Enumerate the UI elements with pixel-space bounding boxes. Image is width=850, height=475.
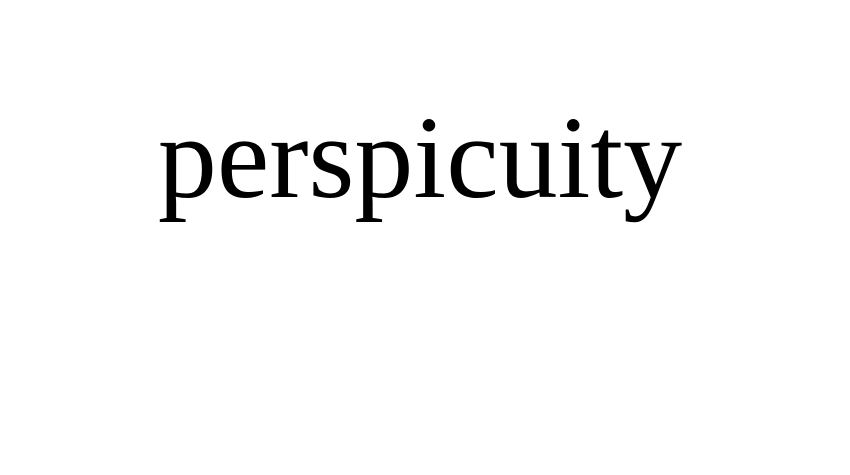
display-word: perspicuity [157, 92, 683, 223]
